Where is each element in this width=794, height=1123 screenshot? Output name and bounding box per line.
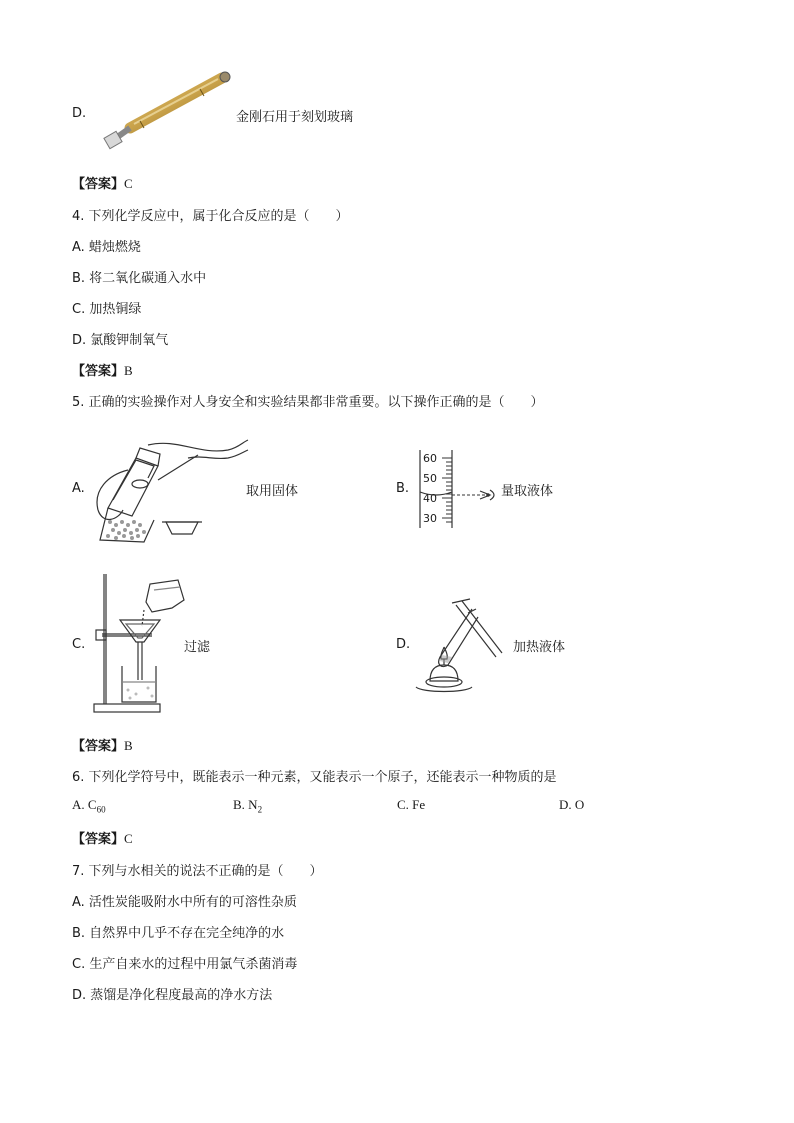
q7-option-c: C. 生产自来水的过程中用氯气杀菌消毒 [72,957,298,972]
answer-value: B [124,738,133,753]
q3-option-d-caption: 金刚石用于刻划玻璃 [236,110,354,125]
q3-option-d-letter: D. [72,106,87,121]
scale-label-50: 50 [423,472,437,485]
glass-cutter-image [100,68,240,158]
q7-option-b: B. 自然界中几乎不存在完全纯净的水 [72,926,285,941]
q5-option-c-letter: C. [72,637,86,652]
q5-option-a-letter: A. [72,481,85,496]
q3-answer [72,173,133,192]
q6-option-a: A. $C_{60}$ [72,797,106,815]
answer-tag: 【答案】 [72,739,125,754]
q7-option-d: D. 蒸馏是净化程度最高的净水方法 [72,988,273,1003]
q5-option-b-caption: 量取液体 [501,484,554,499]
q7-stem: 7. 下列与水相关的说法不正确的是（ ） [72,864,323,879]
q6-option-c: C. Fe [397,797,426,812]
scale-label-60: 60 [423,452,437,465]
q6-option-d: D. O [559,797,585,812]
q6-option-b: B. $N_2$ [233,797,263,815]
q5-answer [72,735,133,754]
answer-tag: 【答案】 [72,177,125,192]
scale-label-40: 40 [423,492,437,505]
q4-option-c: C. 加热铜绿 [72,302,142,317]
q4-stem: 4. 下列化学反应中，属于化合反应的是（ ） [72,209,349,224]
answer-tag: 【答案】 [72,832,125,847]
q5-option-a-caption: 取用固体 [246,484,299,499]
q5-option-d-caption: 加热液体 [513,640,566,655]
q6-stem: 6. 下列化学符号中，既能表示一种元素，又能表示一个原子，还能表示一种物质的是 [72,770,557,785]
q5-option-b-letter: B. [396,481,410,496]
scale-label-30: 30 [423,512,437,525]
q5-stem: 5. 正确的实验操作对人身安全和实验结果都非常重要。以下操作正确的是（ ） [72,395,544,410]
q7-option-a: A. 活性炭能吸附水中所有的可溶性杂质 [72,895,297,910]
solid-sampling-image [88,430,248,545]
q6-answer [72,828,133,847]
q4-answer [72,360,133,379]
q4-option-a: A. 蜡烛燃烧 [72,240,141,255]
answer-value: C [124,176,133,191]
heating-liquid-image [412,595,512,695]
q4-option-b: B. 将二氧化碳通入水中 [72,271,207,286]
answer-value: B [124,363,133,378]
q5-option-d-letter: D. [396,637,411,652]
answer-value: C [124,831,133,846]
q5-option-c-caption: 过滤 [184,640,211,655]
answer-tag: 【答案】 [72,364,125,379]
q4-option-d: D. 氯酸钾制氧气 [72,333,169,348]
